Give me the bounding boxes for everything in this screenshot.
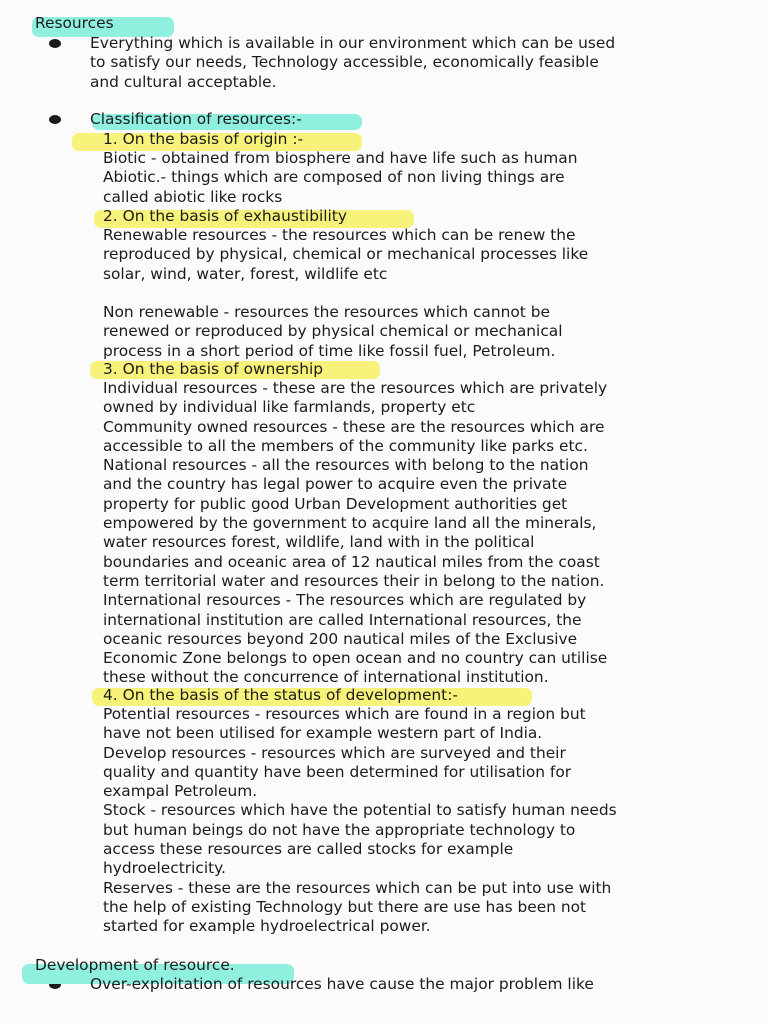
text-line: called abiotic like rocks	[103, 187, 283, 206]
text-line: Renewable resources - the resources which can be renew the	[103, 226, 576, 244]
development-heading: Development of resource.	[35, 956, 235, 974]
text-line: water resources forest, wildlife, land with in the political	[103, 533, 535, 552]
intro-paragraph	[90, 34, 615, 92]
text-line: hydroelectricity.	[103, 859, 226, 878]
text-line: boundaries and oceanic area of 12 nautical miles from the coast	[103, 552, 600, 571]
text-line: and the country has legal power to acquire even the private	[103, 475, 568, 494]
bullet-icon	[49, 115, 61, 124]
text-line: Abiotic.- things which are composed of non living things are	[103, 168, 565, 187]
text-line: Reserves - these are the resources which can be put into use with	[103, 878, 612, 897]
nonrenewable-paragraph	[103, 303, 563, 361]
text-line: Economic Zone belongs to open ocean and no country can utilise	[103, 649, 608, 668]
text-line: Individual resources - these are the resources which are privately	[103, 379, 608, 397]
text-line: reproduced by physical, chemical or mechanical processes like	[103, 245, 589, 264]
text-line: these without the concurrence of international institution.	[103, 668, 549, 687]
text-line: access these resources are called stocks for example	[103, 840, 514, 859]
text-line: Develop resources - resources which are surveyed and their	[103, 743, 566, 762]
text-line: and cultural acceptable.	[90, 72, 277, 91]
text-line: accessible to all the members of the community like parks etc.	[103, 436, 588, 455]
text-line: empowered by the government to acquire land all the minerals,	[103, 514, 597, 533]
text-line: the help of existing Technology but there are use has been not	[103, 897, 587, 916]
text-line: owned by individual like farmlands, property etc	[103, 398, 476, 417]
text-line: started for example hydroelectrical power.	[103, 917, 431, 936]
resources-heading: Resources	[35, 14, 114, 32]
text-line: Non renewable - resources the resources which cannot be	[103, 303, 550, 321]
text-line: solar, wind, water, forest, wildlife etc	[103, 264, 388, 283]
text-line: exampal Petroleum.	[103, 782, 258, 801]
ownership-paragraph	[103, 379, 607, 688]
text-line: International resources - The resources which are regulated by	[103, 591, 587, 610]
exhaustibility-heading: 2. On the basis of exhaustibility	[103, 207, 347, 225]
text-line: international institution are called International resources, the	[103, 610, 582, 629]
text-line: have not been utilised for example western part of India.	[103, 724, 543, 743]
text-line: but human beings do not have the appropriate technology to	[103, 820, 576, 839]
origin-paragraph	[103, 149, 577, 207]
development-intro	[90, 975, 594, 994]
text-line: Everything which is available in our environment which can be used	[90, 34, 616, 52]
renewable-paragraph	[103, 226, 588, 284]
text-line: Over-exploitation of resources have cause the major problem like	[90, 975, 594, 993]
development-status-heading: 4. On the basis of the status of development:-	[103, 686, 458, 704]
development-paragraph	[103, 705, 617, 937]
text-line: National resources - all the resources with belong to the nation	[103, 456, 589, 475]
text-line: property for public good Urban Development authorities get	[103, 494, 568, 513]
text-line: renewed or reproduced by physical chemical or mechanical	[103, 322, 563, 341]
text-line: Stock - resources which have the potential to satisfy human needs	[103, 801, 617, 820]
text-line: oceanic resources beyond 200 nautical miles of the Exclusive	[103, 629, 578, 648]
origin-heading: 1. On the basis of origin :-	[103, 130, 304, 148]
text-line: quality and quantity have been determined for utilisation for	[103, 762, 572, 781]
text-line: process in a short period of time like fossil fuel, Petroleum.	[103, 341, 556, 360]
bullet-icon	[49, 39, 61, 48]
ownership-heading: 3. On the basis of ownership	[103, 360, 323, 378]
text-line: term territorial water and resources their in belong to the nation.	[103, 571, 605, 590]
text-line: Potential resources - resources which are found in a region but	[103, 705, 586, 723]
text-line: to satisfy our needs, Technology accessible, economically feasible	[90, 53, 599, 72]
classification-heading: Classification of resources:-	[90, 110, 302, 128]
text-line: Community owned resources - these are the resources which are	[103, 417, 605, 436]
text-line: Biotic - obtained from biosphere and have life such as human	[103, 149, 578, 167]
